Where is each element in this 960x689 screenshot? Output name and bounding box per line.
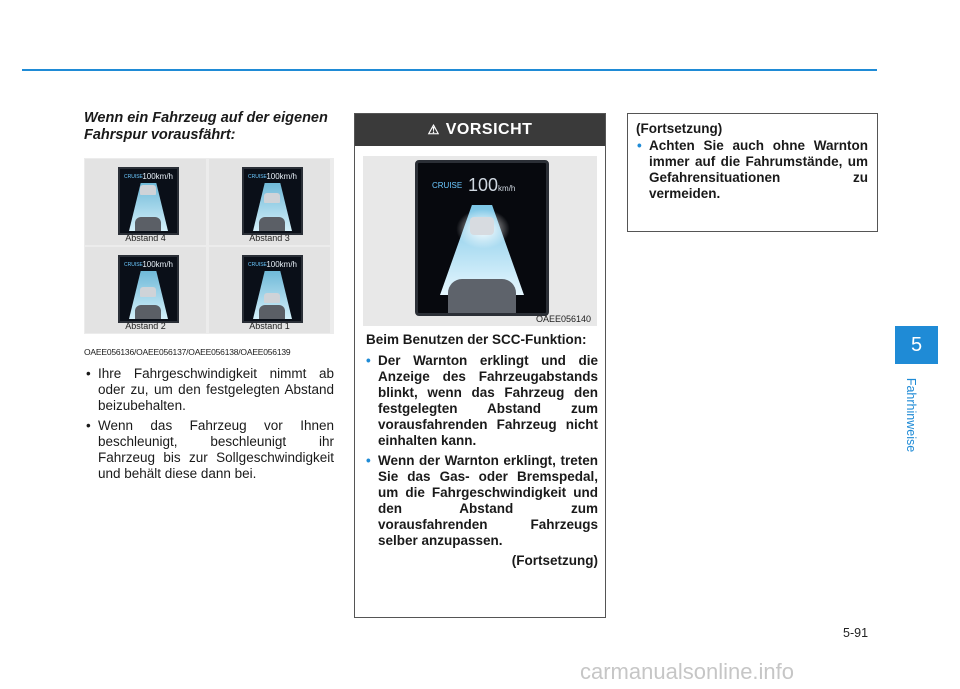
caution-title: VORSICHT: [445, 121, 533, 138]
chapter-tab: 5: [895, 326, 938, 364]
figure-caption: Abstand 1: [249, 321, 290, 331]
caution-figure: [363, 156, 597, 326]
figure-cell-distance-3: [209, 159, 330, 245]
figure-caption: Abstand 4: [125, 233, 166, 243]
watermark: carmanualsonline.info: [580, 659, 795, 684]
figure-cell-distance-2: [85, 247, 206, 333]
speed-unit: km/h: [498, 184, 516, 193]
cluster-display: [118, 167, 179, 235]
left-bullet-list: [84, 366, 334, 486]
cluster-display: [118, 255, 179, 323]
list-item: [366, 453, 598, 549]
own-car-icon: [259, 305, 285, 319]
cruise-label: CRUISE: [124, 262, 143, 268]
list-item-text: Ihre Fahrgeschwindigkeit nimmt ab oder zu, um den festgelegten Abstand beizubehalten.: [98, 366, 334, 413]
chapter-label: [904, 370, 918, 460]
list-item: [84, 418, 334, 482]
speed-label: 100km/h: [266, 172, 297, 181]
bullet-icon: •: [86, 366, 91, 381]
cruise-label: CRUISE: [432, 181, 463, 190]
lead-car-icon: [140, 185, 156, 195]
continuation-header: (Fortsetzung): [636, 121, 723, 136]
own-car-icon: [135, 217, 161, 231]
figure-caption: Abstand 3: [249, 233, 290, 243]
speed-value: 100: [468, 175, 499, 195]
speed-label: 100km/h: [142, 172, 173, 181]
cruise-label: CRUISE: [124, 174, 143, 180]
lead-car-icon: [470, 217, 494, 235]
cluster-display: [242, 167, 303, 235]
figure-cell-distance-1: [209, 247, 330, 333]
figure-caption: Abstand 2: [125, 321, 166, 331]
continued-label: (Fortsetzung): [511, 553, 598, 568]
continuation-box: [627, 113, 878, 232]
header-rule: [22, 69, 877, 71]
caution-text: [366, 332, 598, 569]
list-item-text: Achten Sie auch ohne Warnton immer auf die Fahrumstände, um Gefahrensituationen zu vermeiden.: [649, 138, 868, 201]
figure-code: OAEE056136/OAEE056137/OAEE056138/OAEE056139: [84, 347, 291, 357]
caution-box: [354, 113, 606, 618]
speed-label: 100km/h: [266, 260, 297, 269]
cluster-display: [415, 160, 549, 316]
bullet-icon: •: [366, 353, 371, 368]
chapter-label-text: Fahrhinweise: [904, 377, 918, 453]
bullet-icon: •: [366, 453, 371, 468]
bullet-icon: •: [637, 138, 642, 153]
cruise-label: CRUISE: [248, 262, 267, 268]
speed-label: 100km/h: [142, 260, 173, 269]
list-item-text: Wenn der Warnton erklingt, treten Sie das Gas- oder Bremspedal, um die Fahrgeschwindigkeit und den Abstand zum vorausfahrenden Fahrzeugs selber anzupassen.: [378, 453, 598, 548]
caution-intro: Beim Benutzen der SCC-Funktion:: [366, 332, 587, 347]
figure-code: OAEE056140: [535, 314, 591, 324]
lead-car-icon: [140, 287, 156, 297]
speed-label: [468, 175, 515, 196]
list-item: [366, 353, 598, 449]
list-item: [84, 366, 334, 414]
page-number: 5-91: [843, 626, 869, 640]
cluster-display: [242, 255, 303, 323]
lead-car-icon: [264, 293, 280, 303]
section-heading: Wenn ein Fahrzeug auf der eigenen Fahrspur vorausfährt:: [84, 110, 328, 143]
cruise-label: CRUISE: [248, 174, 267, 180]
own-car-icon: [259, 217, 285, 231]
list-item-text: Wenn das Fahrzeug vor Ihnen beschleunigt, beschleunigt ihr Fahrzeug bis zur Sollgeschwindigkeit und behält diese dann bei.: [98, 418, 334, 481]
list-item-text: Der Warnton erklingt und die Anzeige des Fahrzeugabstands blinkt, wenn das Fahrzeug den festgelegten Abstand zum vorausfahrenden Fahrzeug nicht einhalten kann.: [378, 353, 598, 448]
warning-triangle-icon: ⚠: [427, 122, 440, 137]
own-car-icon: [135, 305, 161, 319]
lead-car-icon: [264, 193, 280, 203]
own-car-icon: [448, 279, 516, 313]
bullet-icon: •: [86, 418, 91, 433]
distance-figure: [84, 158, 334, 334]
figure-cell-distance-4: [85, 159, 206, 245]
list-item: [637, 138, 868, 202]
caution-header: [355, 114, 605, 146]
